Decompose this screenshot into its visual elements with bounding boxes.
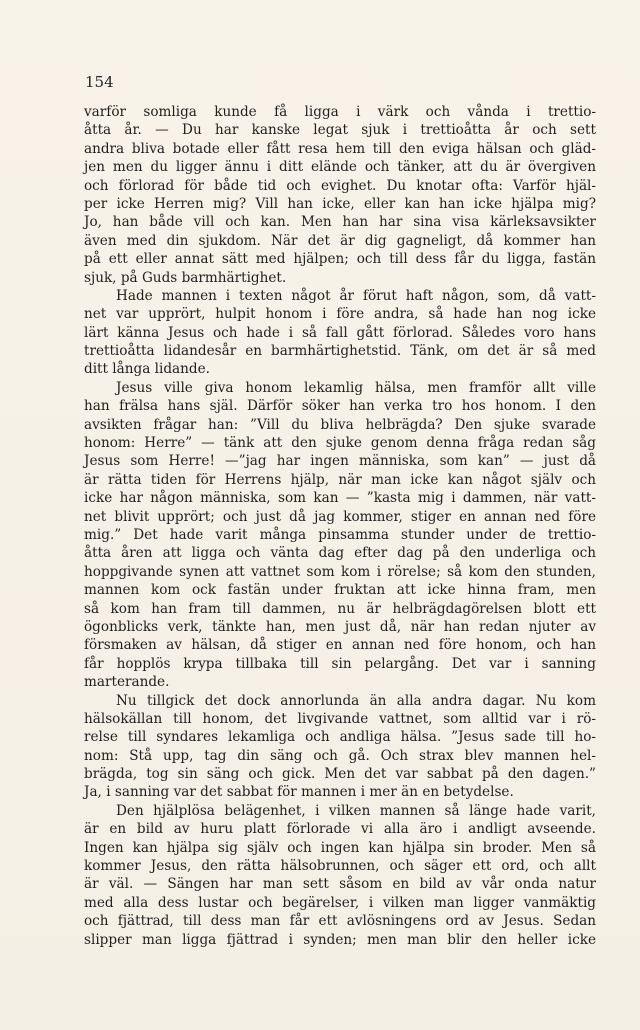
text-line: är en bild av huru platt förlorade vi alla äro i andligt avseende.: [84, 821, 596, 838]
text-line: Ja, i sanning var det sabbat för mannen i mer än en betydelse.: [84, 784, 514, 801]
body-text: [84, 103, 596, 949]
text-line: och förlorad för både tid och evighet. Du knotar ofta: Varför hjäl-: [84, 177, 596, 194]
text-line: försmaken av hälsan, då stiger en annan ned före honom, och han: [84, 637, 596, 654]
text-line: andra bliva botade eller fått resa hem till den eviga hälsan och gläd-: [84, 140, 596, 157]
text-line: med alla dess lustar och begärelser, i vilken man ligger vanmäktig: [84, 894, 596, 911]
text-line: Nu tillgick det dock annorlunda än alla andra dagar. Nu kom: [116, 692, 596, 709]
text-line: net blivit upprört; och just då jag kommer, stiger en annan ned före: [84, 508, 596, 525]
page-number: 154: [85, 73, 114, 91]
text-line: är rätta tiden för Herrens hjälp, när man icke kan något själv och: [84, 471, 596, 488]
text-line: åtta åren att ligga och vänta dag efter dag på den underliga och: [84, 545, 596, 562]
text-line: per icke Herren mig? Vill han icke, eller kan han icke hjälpa mig?: [84, 195, 596, 212]
text-line: Jo, han både vill och kan. Men han har sina visa kärleksavsikter: [84, 214, 596, 231]
text-line: slipper man ligga fjättrad i synden; men man blir den heller icke: [84, 931, 596, 948]
text-line: får hopplös krypa tillbaka till sin pelargång. Det var i sanning: [84, 655, 596, 672]
text-line: kommer Jesus, den rätta hälsobrunnen, och säger ett ord, och allt: [84, 858, 596, 875]
text-line: varför somliga kunde få ligga i värk och vånda i trettio-: [84, 104, 596, 120]
text-line: Jesus ville giva honom lekamlig hälsa, men framför allt ville: [116, 379, 596, 396]
text-line: honom: Herre” — tänk att den sjuke genom denna fråga redan såg: [84, 435, 596, 452]
text-line: avsikten frågar han: ”Vill du bliva helbrägda? Den sjuke svarade: [84, 416, 596, 433]
text-line: brägda, tog sin säng och gick. Men det var sabbat på den dagen.”: [84, 766, 596, 783]
text-line: Jesus som Herre! —”jag har ingen människa, som kan” — just då: [84, 453, 596, 470]
text-line: sjuk, på Guds barmhärtighet.: [84, 269, 287, 286]
text-line: så kom han fram till dammen, nu är helbrägdagörelsen blott ett: [84, 600, 596, 617]
text-line: mannen kom ock fastän under fruktan att icke hinna fram, men: [84, 582, 596, 599]
text-line: trettioåtta lidandesår en barmhärtighetstid. Tänk, om det är så med: [84, 343, 596, 360]
text-line: åtta år. — Du har kanske legat sjuk i trettioåtta år och sett: [84, 122, 596, 139]
text-line: även med din sjukdom. När det är dig gagneligt, då kommer han: [84, 232, 596, 249]
text-line: Den hjälplösa belägenhet, i vilken mannen så länge hade varit,: [116, 802, 596, 819]
text-line: Hade mannen i texten något år förut haft någon, som, då vatt-: [116, 287, 596, 304]
text-line: net var upprört, hulpit honom i före andra, så hade han nog icke: [84, 306, 596, 323]
text-line: hälsokällan till honom, det livgivande vattnet, som alltid var i rö-: [84, 710, 596, 727]
text-line: icke har någon människa, som kan — ”kasta mig i dammen, när vatt-: [84, 490, 596, 507]
text-line: nom: Stå upp, tag din säng och gå. Och strax blev mannen hel-: [84, 747, 596, 764]
text-line: är väl. — Sängen har man sett såsom en bild av vår onda natur: [84, 876, 596, 893]
text-line: ögonblicks verk, tänkte han, men just då, när han redan njuter av: [84, 618, 596, 635]
text-line: han frälsa hans själ. Därför söker han verka tro hos honom. I den: [84, 398, 596, 415]
text-line: marterande.: [84, 674, 170, 691]
text-line: Ingen kan hjälpa sig själv och ingen kan hjälpa sin broder. Men så: [84, 839, 596, 856]
text-line: jen men du ligger ännu i ditt elände och tänker, att du är övergiven: [84, 159, 596, 176]
text-line: lärt känna Jesus och hade i så fall gått förlorad. Således voro hans: [84, 324, 596, 341]
text-line: mig.” Det hade varit många pinsamma stunder under de trettio-: [84, 526, 596, 543]
text-line: hoppgivande synen att vattnet som kom i rörelse; så kom den stunden,: [84, 563, 596, 580]
text-line: relse till syndares lekamliga och andliga hälsa. ”Jesus sade till ho-: [84, 729, 596, 746]
text-line: ditt långa lidande.: [84, 361, 210, 378]
text-line: på ett eller annat sätt med hjälpen; och till dess får du ligga, fastän: [84, 251, 596, 268]
text-line: och fjättrad, till dess man får ett avlösningens ord av Jesus. Sedan: [84, 913, 596, 930]
